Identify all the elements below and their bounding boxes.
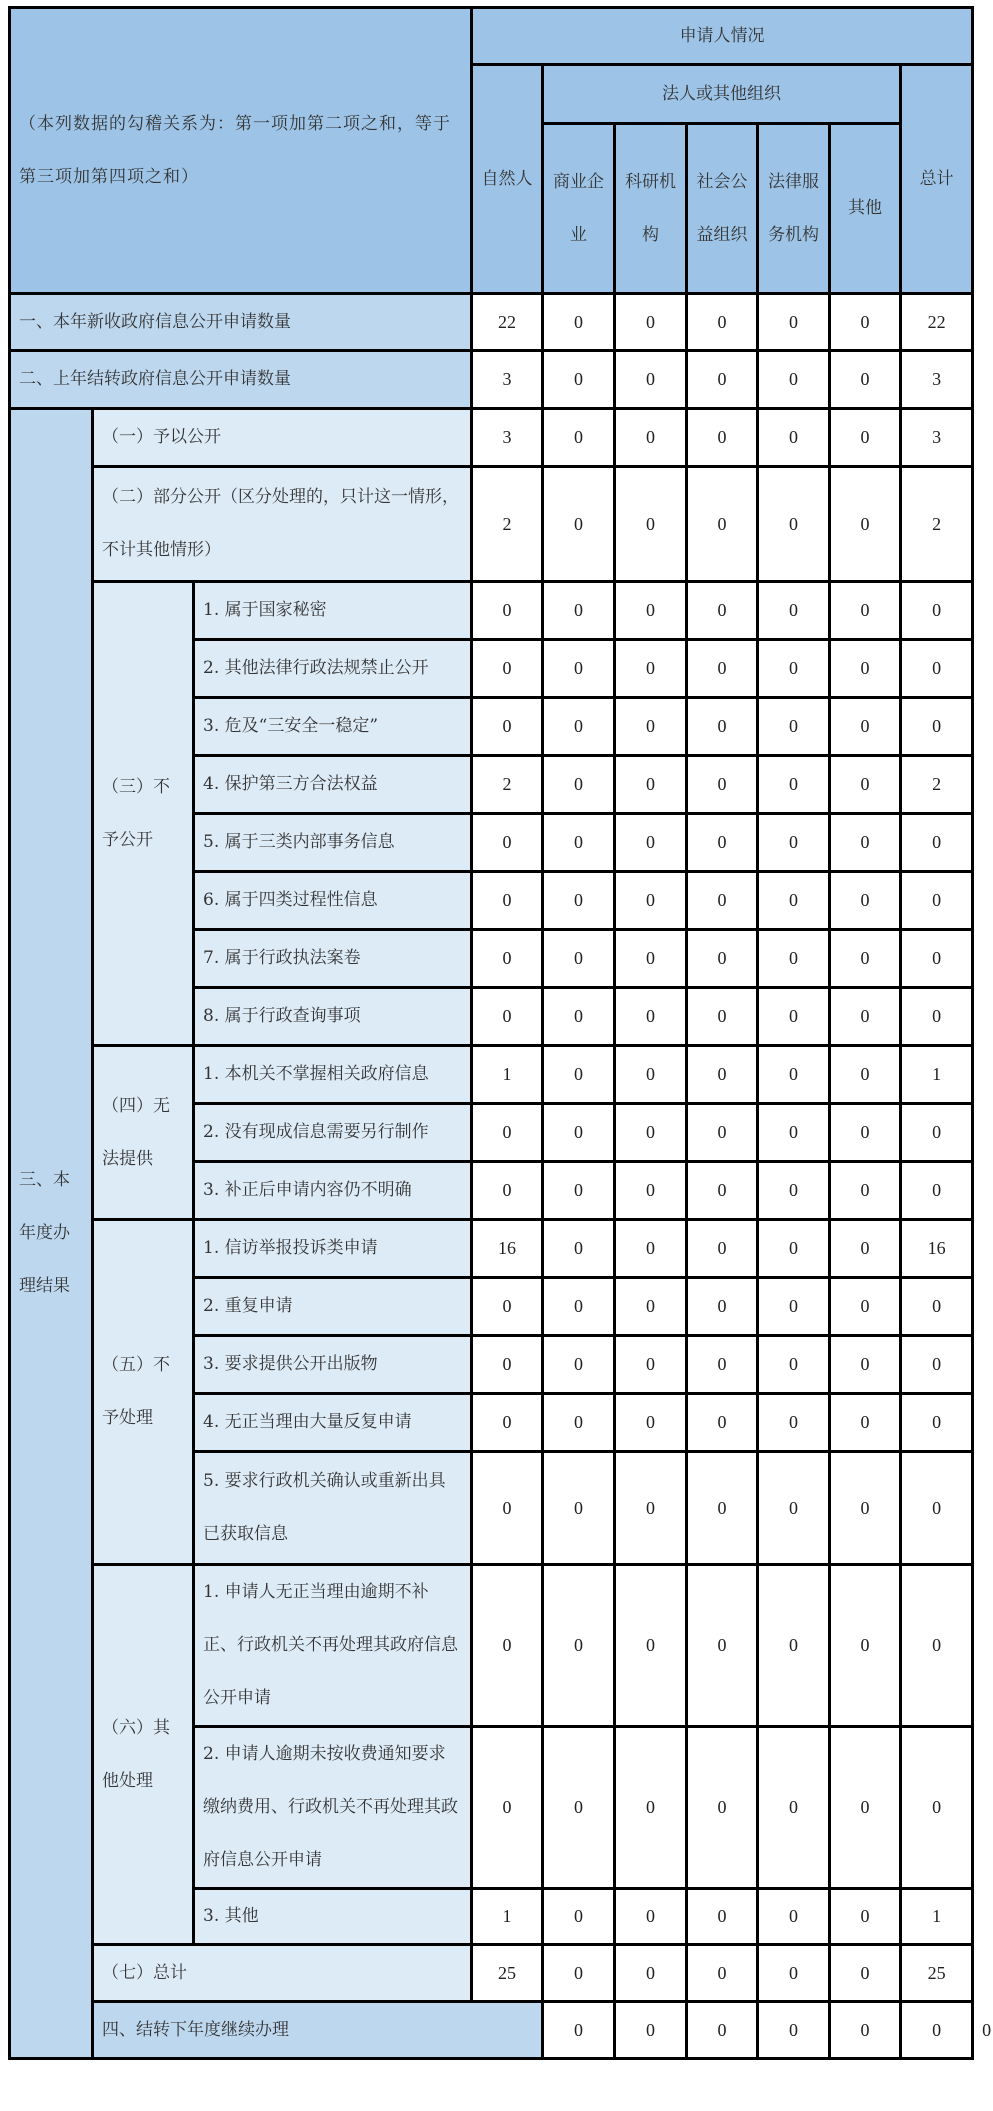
cell: 0 <box>687 1220 758 1278</box>
cell: 0 <box>901 2002 973 2059</box>
cell: 0 <box>615 1220 687 1278</box>
cell: 0 <box>687 582 758 640</box>
cell: 0 <box>615 1889 687 1945</box>
cell: 0 <box>543 2002 615 2059</box>
cell: 0 <box>687 1452 758 1565</box>
row-label: 二、上年结转政府信息公开申请数量 <box>10 351 472 409</box>
cell: 0 <box>687 1278 758 1336</box>
cell: 0 <box>472 1162 543 1220</box>
cell: 0 <box>615 1452 687 1565</box>
cell: 0 <box>543 1394 615 1452</box>
cell: 0 <box>901 1104 973 1162</box>
cell: 0 <box>543 1565 615 1727</box>
cell: 0 <box>615 1394 687 1452</box>
cell: 0 <box>615 467 687 582</box>
cell: 1 <box>472 1046 543 1104</box>
row-label: 4. 无正当理由大量反复申请 <box>194 1394 472 1452</box>
cell: 0 <box>615 2002 687 2059</box>
cell: 0 <box>472 988 543 1046</box>
row-label: 6. 属于四类过程性信息 <box>194 872 472 930</box>
cell: 0 <box>615 351 687 409</box>
cell: 0 <box>758 1889 830 1945</box>
row-label: 1. 属于国家秘密 <box>194 582 472 640</box>
cell: 0 <box>687 872 758 930</box>
cell: 0 <box>687 2002 758 2059</box>
cell: 1 <box>901 1046 973 1104</box>
cell: 0 <box>543 1278 615 1336</box>
cell: 0 <box>758 756 830 814</box>
cell: 0 <box>830 294 901 351</box>
cell: 0 <box>758 1945 830 2002</box>
cell: 2 <box>472 756 543 814</box>
cell: 0 <box>615 582 687 640</box>
cell: 0 <box>543 756 615 814</box>
cell: 0 <box>687 1945 758 2002</box>
cell: 0 <box>758 409 830 467</box>
cell: 0 <box>830 872 901 930</box>
row-label: 2. 其他法律行政法规禁止公开 <box>194 640 472 698</box>
cell: 0 <box>758 1220 830 1278</box>
cell: 0 <box>758 1162 830 1220</box>
cell: 0 <box>472 814 543 872</box>
cell: 0 <box>615 1046 687 1104</box>
cell: 0 <box>830 1394 901 1452</box>
cell: 0 <box>901 988 973 1046</box>
cell: 0 <box>758 872 830 930</box>
cell: 0 <box>615 409 687 467</box>
row-label: 2. 申请人逾期未按收费通知要求缴纳费用、行政机关不再处理其政府信息公开申请 <box>194 1727 472 1889</box>
cell: 0 <box>758 294 830 351</box>
table-row <box>10 1565 973 1727</box>
row-label: 3. 危及“三安全一稳定” <box>194 698 472 756</box>
cell: 0 <box>758 814 830 872</box>
table-row <box>10 1945 973 2002</box>
row-label: 1. 本机关不掌握相关政府信息 <box>194 1046 472 1104</box>
cell: 25 <box>472 1945 543 2002</box>
cell: 0 <box>830 698 901 756</box>
cell: 0 <box>830 1336 901 1394</box>
table-row <box>10 294 973 351</box>
row-label: 3. 补正后申请内容仍不明确 <box>194 1162 472 1220</box>
cell: 22 <box>901 294 973 351</box>
row-label: 2. 没有现成信息需要另行制作 <box>194 1104 472 1162</box>
cell: 0 <box>615 756 687 814</box>
cell: 0 <box>830 582 901 640</box>
cell: 0 <box>543 1945 615 2002</box>
cell: 0 <box>543 1889 615 1945</box>
row-label: （七）总计 <box>93 1945 472 2002</box>
cell: 0 <box>615 294 687 351</box>
section-3-label: 三、本年度办理结果 <box>10 409 93 2059</box>
cell: 0 <box>543 1046 615 1104</box>
table-row: 四、结转下年度继续办理 0 0 0 0 0 0 0 <box>10 2002 973 2059</box>
cell: 0 <box>830 409 901 467</box>
cell: 0 <box>543 872 615 930</box>
cell: 0 <box>472 1394 543 1452</box>
cell: 0 <box>901 698 973 756</box>
cell: 0 <box>830 1104 901 1162</box>
cell: 3 <box>472 409 543 467</box>
cell: 0 <box>901 1278 973 1336</box>
cell: 0 <box>687 930 758 988</box>
cell: 0 <box>472 872 543 930</box>
table-row <box>10 582 973 640</box>
cell: 0 <box>543 640 615 698</box>
cell: 0 <box>901 930 973 988</box>
cell: 0 <box>615 1162 687 1220</box>
cell: 0 <box>615 1278 687 1336</box>
org-col-other: 其他 <box>830 124 901 294</box>
row-label: 2. 重复申请 <box>194 1278 472 1336</box>
cell: 0 <box>830 2002 901 2059</box>
cell: 0 <box>830 1220 901 1278</box>
row-label: （一）予以公开 <box>93 409 472 467</box>
cell: 0 <box>687 467 758 582</box>
cell: 0 <box>901 872 973 930</box>
cell: 0 <box>758 2002 830 2059</box>
org-col-research: 科研机构 <box>615 124 687 294</box>
disclosure-stats-table <box>8 6 992 2060</box>
row-label: 3. 其他 <box>194 1889 472 1945</box>
cell: 0 <box>758 698 830 756</box>
cell: 0 <box>830 351 901 409</box>
cell: 0 <box>615 1565 687 1727</box>
cell: 0 <box>543 814 615 872</box>
cell: 0 <box>830 1889 901 1945</box>
cell: 0 <box>901 582 973 640</box>
cell: 0 <box>687 409 758 467</box>
row-label: 7. 属于行政执法案卷 <box>194 930 472 988</box>
cell: 0 <box>758 1452 830 1565</box>
cell: 0 <box>901 1452 973 1565</box>
cell: 0 <box>758 1336 830 1394</box>
cell: 0 <box>543 1727 615 1889</box>
cell: 0 <box>543 294 615 351</box>
row-label: 1. 信访举报投诉类申请 <box>194 1220 472 1278</box>
cell: 0 <box>543 582 615 640</box>
cell: 0 <box>758 1727 830 1889</box>
cell: 0 <box>687 1889 758 1945</box>
row-label: 一、本年新收政府信息公开申请数量 <box>10 294 472 351</box>
cell: 1 <box>901 1889 973 1945</box>
cell: 3 <box>901 351 973 409</box>
cell: 0 <box>758 930 830 988</box>
cell: 0 <box>615 1104 687 1162</box>
cell: 16 <box>901 1220 973 1278</box>
cell: 0 <box>830 988 901 1046</box>
cell: 0 <box>615 988 687 1046</box>
row-label: 四、结转下年度继续办理 <box>93 2002 543 2059</box>
cell: 0 <box>758 1394 830 1452</box>
cell: 0 <box>758 1046 830 1104</box>
cell: 0 <box>830 1278 901 1336</box>
org-col-business: 商业企业 <box>543 124 615 294</box>
table-row <box>10 1046 973 1104</box>
cell: 0 <box>687 1104 758 1162</box>
cell: 0 <box>472 1278 543 1336</box>
cell: 0 <box>472 1104 543 1162</box>
cell: 0 <box>901 1162 973 1220</box>
cell: 0 <box>758 467 830 582</box>
row-label: 8. 属于行政查询事项 <box>194 988 472 1046</box>
cell: 0 <box>543 698 615 756</box>
cell: 0 <box>472 698 543 756</box>
cell: 0 <box>830 814 901 872</box>
cell: 0 <box>687 988 758 1046</box>
cell: 0 <box>687 1565 758 1727</box>
row-label: 3. 要求提供公开出版物 <box>194 1336 472 1394</box>
cell: 0 <box>472 1336 543 1394</box>
cell: 0 <box>615 1336 687 1394</box>
cell: 0 <box>472 640 543 698</box>
cell: 0 <box>543 1336 615 1394</box>
table-row <box>10 1220 973 1278</box>
cell: 0 <box>615 1727 687 1889</box>
cell: 0 <box>543 988 615 1046</box>
cell: 0 <box>615 930 687 988</box>
row-label: 5. 属于三类内部事务信息 <box>194 814 472 872</box>
cell: 3 <box>472 351 543 409</box>
cell: 0 <box>901 1727 973 1889</box>
cell: 16 <box>472 1220 543 1278</box>
cell: 0 <box>543 1162 615 1220</box>
cell: 0 <box>830 1945 901 2002</box>
cell: 0 <box>758 988 830 1046</box>
cell: 0 <box>543 1452 615 1565</box>
cell: 0 <box>472 582 543 640</box>
cell: 0 <box>615 814 687 872</box>
group-label: （四）无法提供 <box>93 1046 194 1220</box>
cell: 0 <box>687 1162 758 1220</box>
cell: 0 <box>901 1565 973 1727</box>
cell: 0 <box>687 698 758 756</box>
cell: 0 <box>472 1452 543 1565</box>
row-label: （二）部分公开（区分处理的，只计这一情形，不计其他情形） <box>93 467 472 582</box>
group-label: （三）不予公开 <box>93 582 194 1046</box>
cell: 0 <box>830 1727 901 1889</box>
cell: 0 <box>830 1452 901 1565</box>
cell: 0 <box>615 872 687 930</box>
cell: 0 <box>830 930 901 988</box>
cell: 0 <box>901 814 973 872</box>
cell: 0 <box>901 1336 973 1394</box>
cell: 0 <box>830 1046 901 1104</box>
cell: 0 <box>543 467 615 582</box>
cell: 3 <box>901 409 973 467</box>
natural-person-header: 自然人 <box>472 65 543 294</box>
cell: 0 <box>543 1220 615 1278</box>
cell: 0 <box>758 1104 830 1162</box>
cell: 0 <box>687 1336 758 1394</box>
org-col-public-welfare: 社会公益组织 <box>687 124 758 294</box>
cell: 0 <box>758 640 830 698</box>
cell: 0 <box>472 1727 543 1889</box>
cell: 2 <box>472 467 543 582</box>
table-row <box>10 467 973 582</box>
row-label: 4. 保护第三方合法权益 <box>194 756 472 814</box>
cell: 0 <box>758 351 830 409</box>
group-label: （六）其他处理 <box>93 1565 194 1945</box>
legal-org-header: 法人或其他组织 <box>543 65 901 124</box>
cell: 0 <box>687 1727 758 1889</box>
table-row <box>10 351 973 409</box>
cell: 0 <box>901 1394 973 1452</box>
group-label: （五）不予处理 <box>93 1220 194 1565</box>
cell: 0 <box>830 1162 901 1220</box>
cell: 0 <box>687 1394 758 1452</box>
cell: 0 <box>901 640 973 698</box>
table-row <box>10 409 973 467</box>
cell: 0 <box>543 930 615 988</box>
cell: 25 <box>901 1945 973 2002</box>
applicant-header: 申请人情况 <box>472 8 973 65</box>
row-label: 5. 要求行政机关确认或重新出具已获取信息 <box>194 1452 472 1565</box>
cell: 0 <box>830 756 901 814</box>
cell: 0 <box>830 1565 901 1727</box>
row-label: 1. 申请人无正当理由逾期不补正、行政机关不再处理其政府信息公开申请 <box>194 1565 472 1727</box>
cell: 0 <box>687 814 758 872</box>
cell: 0 <box>830 467 901 582</box>
cell: 1 <box>472 1889 543 1945</box>
cell: 0 <box>615 698 687 756</box>
cell: 0 <box>687 756 758 814</box>
org-col-legal-service: 法律服务机构 <box>758 124 830 294</box>
cell: 0 <box>472 1565 543 1727</box>
cell: 0 <box>687 351 758 409</box>
cell: 2 <box>901 467 973 582</box>
cell: 0 <box>830 640 901 698</box>
cell: 0 <box>472 930 543 988</box>
cell: 0 <box>615 1945 687 2002</box>
cell: 0 <box>758 1565 830 1727</box>
cell: 0 <box>543 409 615 467</box>
column-note: （本列数据的勾稽关系为：第一项加第二项之和，等于第三项加第四项之和） <box>10 8 472 294</box>
total-header: 总计 <box>901 65 973 294</box>
cell: 0 <box>687 640 758 698</box>
cell: 0 <box>543 351 615 409</box>
cell: 0 <box>543 1104 615 1162</box>
cell: 0 <box>687 294 758 351</box>
cell: 2 <box>901 756 973 814</box>
cell: 0 <box>758 1278 830 1336</box>
cell: 0 <box>758 582 830 640</box>
cell: 0 <box>687 1046 758 1104</box>
cell: 0 <box>615 640 687 698</box>
cell: 22 <box>472 294 543 351</box>
